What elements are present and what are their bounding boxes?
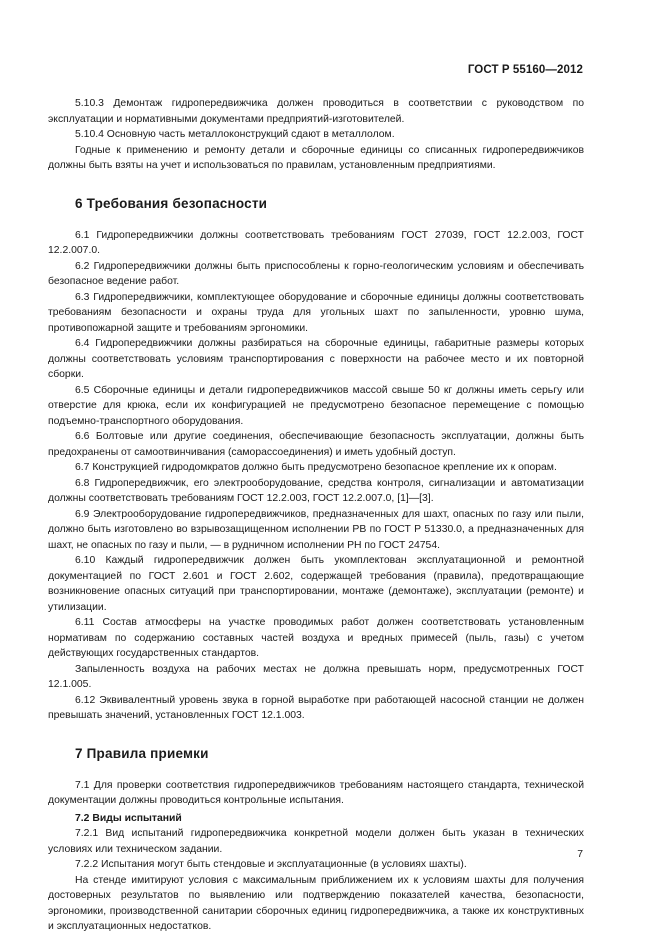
paragraph-6-2: 6.2 Гидропередвижчики должны быть приспособлены к горно-геологическим условиям и обеспечивать безопасное ведение работ. [48, 260, 584, 287]
paragraph-7-1: 7.1 Для проверки соответствия гидропередвижчиков требованиям настоящего стандарта, технической документации должны проводиться контрольные испытания. [48, 779, 584, 806]
paragraph-5-10-4: 5.10.4 Основную часть металлоконструкций сдают в металлолом. [75, 129, 395, 140]
paragraph-6-9: 6.9 Электрооборудование гидропередвижчиков, предназначенных для шахт, опасных по газу или пыли, должно быть изготовлено во взрывозащищенном исполнении РВ по ГОСТ Р 51330.0, а предназначенных для шахт, не опасных по газу и пыли, — в рудничном исполнении РН по ГОСТ 24754. [48, 508, 584, 551]
paragraph-6-8: 6.8 Гидропередвижчик, его электрооборудование, средства контроля, сигнализации и автоматизации должны соответствовать требованиям ГОСТ 12.2.003, ГОСТ 12.2.007.0, [1]—[3]. [48, 477, 584, 504]
paragraph-7-2-2: 7.2.2 Испытания могут быть стендовые и эксплуатационные (в условиях шахты). [75, 859, 467, 870]
section-6-heading: 6 Требования безопасности [75, 195, 268, 211]
paragraph-6-4: 6.4 Гидропередвижчики должны разбираться на сборочные единицы, габаритные размеры которых должны соответствовать условиям транспортирования с поверхности на рабочее место и их повторной сборки. [48, 338, 584, 380]
subsection-7-2-heading: 7.2 Виды испытаний [75, 812, 182, 824]
paragraph-reusable-parts: Годные к применению и ремонту детали и сборочные единицы со списанных гидропередвижчиков должны быть взяты на учет и использоваться по правилам, установленным предприятиями. [48, 144, 584, 171]
paragraph-6-1: 6.1 Гидропередвижчики должны соответствовать требованиям ГОСТ 27039, ГОСТ 12.2.003, ГОСТ 12.2.007.0. [48, 229, 584, 256]
paragraph-6-11: 6.11 Состав атмосферы на участке проводимых работ должен соответствовать установленным нормативам по содержанию составных частей воздуха и вредных примесей (пыль, газы) с учетом действующих государственных стандартов. [48, 617, 584, 659]
paragraph-6-7: 6.7 Конструкцией гидродомкратов должно быть предусмотрено безопасное крепление их к опорам. [75, 462, 557, 473]
paragraph-6-5: 6.5 Сборочные единицы и детали гидропередвижчиков массой свыше 50 кг должны иметь серьгу или отверстие для крюка, если их конфигурацией не предусмотрено безопасное перемещение с помощью подъемно-транспортного оборудования. [48, 384, 584, 427]
paragraph-6-10: 6.10 Каждый гидропередвижчик должен быть укомплектован эксплуатационной и ремонтной документацией по ГОСТ 2.601 и ГОСТ 2.602, содержащей требования (правила), предотвращающие возникновение опасных ситуаций при транспортировании, монтаже (демонтаже), эксплуатации (ремонте) и утилизации. [48, 555, 584, 613]
paragraph-bench-testing: На стенде имитируют условия с максимальным приближением их к условиям шахты для получения достоверных результатов по выявлению или подтверждению показателей качества, безопасности, эргономики, производственной санитарии сборочных единиц гидропередвижчика, а также их конструктивных и эксплуатационных недостатков. [48, 874, 584, 932]
paragraph-7-2-1: 7.2.1 Вид испытаний гидропередвижчика конкретной модели должен быть указан в технических условиях или техническом задании. [48, 828, 584, 855]
paragraph-6-3: 6.3 Гидропередвижчики, комплектующее оборудование и сборочные единицы должны соответствовать требованиям безопасности и охраны труда для угольных шахт по запыленности, уровню шума, противопожарной защите и требованиям эргономики. [48, 291, 584, 334]
paragraph-dust-limit: Запыленность воздуха на рабочих местах не должна превышать норм, предусмотренных ГОСТ 12.1.005. [48, 663, 584, 690]
page-number: 7 [577, 849, 583, 860]
section-7-heading: 7 Правила приемки [75, 745, 209, 761]
paragraph-6-6: 6.6 Болтовые или другие соединения, обеспечивающие безопасность эксплуатации, должны быть предохранены от самоотвинчивания (саморассоединения) и иметь удобный доступ. [48, 431, 584, 458]
page-content [48, 96, 584, 935]
paragraph-6-12: 6.12 Эквивалентный уровень звука в горной выработке при работающей насосной станции не должен превышать значений, установленных ГОСТ 12.1.003. [48, 694, 584, 721]
document-code: ГОСТ Р 55160—2012 [467, 64, 583, 76]
paragraph-5-10-3: 5.10.3 Демонтаж гидропередвижчика должен проводиться в соответствии с руководством по эксплуатации и нормативными документами предприятий-изготовителей. [48, 98, 584, 125]
